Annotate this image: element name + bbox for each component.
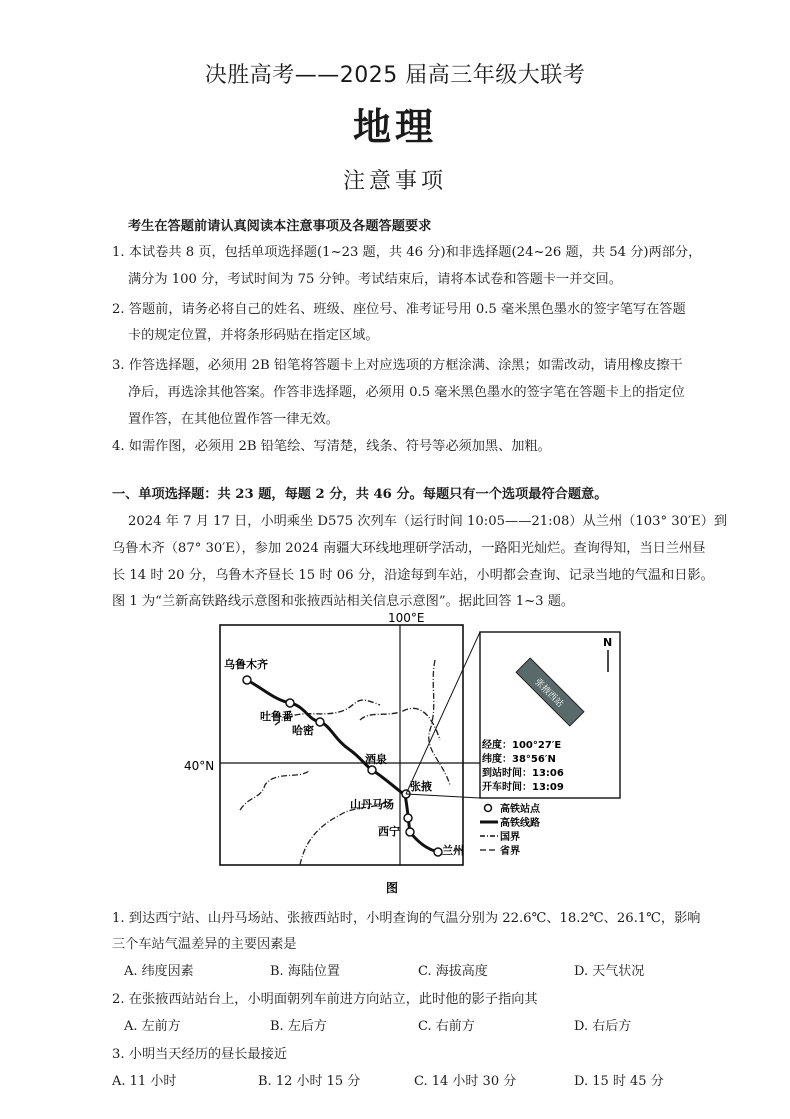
legend-label: 省界 <box>500 846 520 857</box>
city-label: 吐鲁番 <box>260 710 293 723</box>
question-line: 2. 在张掖西站站台上，小明面朝列车前进方向站立，此时他的影子指向其 <box>112 992 538 1007</box>
section-heading: 一、单项选择题：共 23 题，每题 2 分，共 46 分。每题只有一个选项最符合题意。 <box>112 487 608 502</box>
option-b[interactable]: B. 左后方 <box>270 1019 327 1034</box>
option-d[interactable]: D. 右后方 <box>574 1019 632 1034</box>
rail-line <box>247 680 438 852</box>
notice-line: 2. 答题前，请务必将自己的姓名、班级、座位号、准考证号用 0.5 毫米黑色墨水的签字笔写在答题 <box>112 302 686 317</box>
inset-lon: 经度：100°27′E <box>482 740 562 751</box>
inset-connector <box>406 794 480 798</box>
question-line: 3. 小明当天经历的昼长最接近 <box>112 1047 288 1062</box>
legend-station-symbol <box>485 805 492 812</box>
city-label: 西宁 <box>378 825 400 838</box>
city-label: 哈密 <box>292 724 314 737</box>
station-marker <box>404 814 412 822</box>
legend-label: 国界 <box>500 832 520 843</box>
inset-lat: 纬度：38°56′N <box>482 754 556 765</box>
station-marker <box>434 848 442 856</box>
station-marker <box>316 718 324 726</box>
notice-line: 卡的规定位置，并将条形码贴在指定区域。 <box>128 328 379 343</box>
subject-title: 地理 <box>352 105 437 149</box>
railway-map <box>180 610 630 900</box>
stem-line: 图 1 为“兰新高铁路线示意图和张掖西站相关信息示意图”。据此回答 1~3 题。 <box>112 594 575 609</box>
option-b[interactable]: B. 12 小时 15 分 <box>258 1074 361 1089</box>
option-c[interactable]: C. 14 小时 30 分 <box>414 1074 517 1089</box>
notice-line: 3. 作答选择题，必须用 2B 铅笔将答题卡上对应选项的方框涂满、涂黑；如需改动，请用橡皮擦干 <box>112 358 683 373</box>
city-label: 山丹马场 <box>350 798 394 811</box>
city-label: 张掖 <box>410 780 432 793</box>
notice-line: 4. 如需作图，必须用 2B 铅笔绘、写清楚，线条、符号等必须加黑、加粗。 <box>112 439 551 454</box>
option-b[interactable]: B. 海陆位置 <box>270 964 340 979</box>
stem-line: 2024 年 7 月 17 日，小明乘坐 D575 次列车（运行时间 10:05——21:08）从兰州（103° 30′E）到 <box>128 514 728 529</box>
station-marker <box>286 699 294 707</box>
option-d[interactable]: D. 天气状况 <box>574 964 645 979</box>
notice-line: 满分为 100 分，考试时间为 75 分钟。考试结束后，请将本试卷和答题卡一并交回。 <box>128 272 622 287</box>
station-name: 张掖西站 <box>532 677 565 710</box>
exam-title: 决胜高考——2025 届高三年级大联考 <box>204 63 586 88</box>
question-line: 三个车站气温差异的主要因素是 <box>112 937 297 952</box>
legend-label: 高铁线路 <box>500 818 540 829</box>
question-line: 1. 到达西宁站、山丹马场站、张掖西站时，小明查询的气温分别为 22.6℃、18.2℃、26.1℃，影响 <box>112 911 701 926</box>
inset-arrive: 到站时间：13:06 <box>482 768 564 779</box>
notice-intro: 考生在答题前请认真阅读本注意事项及各题答题要求 <box>128 219 432 234</box>
notice-line: 置作答，在其他位置作答一律无效。 <box>128 412 339 427</box>
lat-label: 40°N <box>184 759 215 773</box>
stem-line: 长 14 时 20 分，乌鲁木齐昼长 15 时 06 分，沿途每到车站，小明都会查询、记录当地的气温和日影。 <box>112 568 714 583</box>
notice-line: 1. 本试卷共 8 页，包括单项选择题(1~23 题，共 46 分)和非选择题(24~26 题，共 54 分)两部分， <box>112 245 702 260</box>
lon-label: 100°E <box>388 611 425 625</box>
city-label: 乌鲁木齐 <box>224 658 268 671</box>
option-a[interactable]: A. 11 小时 <box>112 1074 177 1089</box>
north-label: N <box>603 636 613 649</box>
option-c[interactable]: C. 海拔高度 <box>418 964 488 979</box>
notice-title: 注意事项 <box>342 169 447 194</box>
inset-depart: 开车时间：13:09 <box>482 782 564 793</box>
city-label: 兰州 <box>442 844 464 857</box>
station-marker <box>243 676 251 684</box>
option-c[interactable]: C. 右前方 <box>418 1019 475 1034</box>
station-marker <box>368 766 376 774</box>
station-marker <box>406 828 414 836</box>
option-a[interactable]: A. 左前方 <box>124 1019 181 1034</box>
province-border <box>240 770 310 810</box>
option-d[interactable]: D. 15 时 45 分 <box>574 1074 664 1089</box>
legend-label: 高铁站点 <box>500 804 540 815</box>
city-label: 酒泉 <box>365 753 387 766</box>
notice-line: 净后，再选涂其他答案。作答非选择题，必须用 0.5 毫米黑色墨水的签字笔在答题卡上的指定位 <box>128 385 685 400</box>
figure-caption: 图 <box>386 881 399 895</box>
option-a[interactable]: A. 纬度因素 <box>124 964 194 979</box>
stem-line: 乌鲁木齐（87° 30′E），参加 2024 南疆大环线地理研学活动，一路阳光灿烂。查询得知，当日兰州昼 <box>112 541 706 556</box>
